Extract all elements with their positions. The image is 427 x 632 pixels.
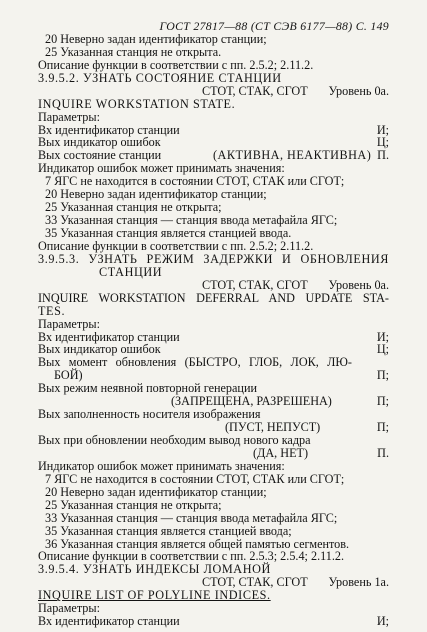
function-reference-line: Описание функции в соответствии с пп. 2.5.3; 2.5.4; 2.11.2. — [38, 549, 345, 564]
parameter-type: П; — [376, 394, 389, 409]
parameter-text: Вых состояние станции — [38, 148, 162, 163]
parameter-text: Вх идентификатор станции — [38, 329, 180, 344]
english-function-name-continued: TES. — [38, 303, 66, 318]
level-label: Уровень 0а. — [328, 277, 389, 292]
parameter-line: Вых заполненность носителя изображения — [38, 407, 261, 422]
error-indicator-intro: Индикатор ошибок может принимать значения: — [38, 458, 285, 473]
parameter-values: (ЗАПРЕЩЕНА, РАЗРЕШЕНА) — [171, 394, 332, 409]
error-code-line: 25 Указанная станция не открыта. — [45, 44, 222, 59]
parameter-type: П; — [376, 420, 389, 435]
error-code-line: 7 ЯГС не находится в состоянии СТОТ, СТАК или СГОТ; — [45, 174, 345, 189]
error-indicator-intro: Индикатор ошибок может принимать значения: — [38, 161, 285, 176]
parameter-type: И; — [376, 614, 389, 629]
error-code-line: 20 Неверно задан идентификатор станции; — [45, 31, 267, 46]
states-level-line — [37, 279, 389, 292]
parameter-type: П. — [377, 445, 389, 460]
parameter-line — [37, 615, 389, 628]
parameter-type: П; — [376, 368, 389, 383]
parameters-label: Параметры: — [38, 109, 100, 124]
parameter-text: Вых индикатор ошибок — [38, 135, 161, 150]
level-label: Уровень 1а. — [328, 575, 389, 590]
error-code-line: 35 Указанная станция является станцией ввода. — [45, 226, 292, 240]
parameter-line: Вых при обновлении необходим вывод нового кадра — [38, 433, 311, 447]
allowed-states: СТОТ, СТАК, СГОТ — [202, 277, 308, 292]
section-heading-continued: СТАНЦИИ — [99, 264, 163, 279]
parameter-values: (АКТИВНА, НЕАКТИВНА) — [213, 148, 372, 163]
error-code-line: 36 Указанная станция является общей памятью сегментов. — [45, 536, 350, 551]
parameter-text: Вых индикатор ошибок — [38, 342, 161, 357]
parameter-type: П. — [377, 148, 389, 163]
error-code-line: 25 Указанная станция не открыта; — [45, 200, 222, 215]
error-code-line: 20 Неверно задан идентификатор станции; — [45, 484, 267, 499]
parameter-values: (ПУСТ, НЕПУСТ) — [225, 420, 321, 435]
error-code-line: 33 Указанная станция — станция ввода метафайла ЯГС; — [45, 510, 338, 525]
parameter-type: Ц; — [376, 135, 389, 150]
english-function-name: INQUIRE WORKSTATION DEFERRAL AND UPDATE STA- — [38, 290, 389, 305]
error-code-line: 35 Указанная станция является станцией ввода; — [45, 523, 292, 538]
section-heading: 3.9.5.2. УЗНАТЬ СОСТОЯНИЕ СТАНЦИИ — [38, 70, 282, 85]
parameter-values-line — [37, 447, 389, 460]
english-function-name: INQUIRE LIST OF POLYLINE INDICES. — [38, 588, 271, 603]
parameter-type: И; — [376, 122, 389, 137]
error-code-line: 7 ЯГС не находится в состоянии СТОТ, СТАК или СГОТ; — [45, 471, 345, 486]
parameter-type: И; — [376, 329, 389, 344]
function-reference-line: Описание функции в соответствии с пп. 2.5.2; 2.11.2. — [38, 238, 314, 253]
parameter-type: Ц; — [376, 342, 389, 357]
allowed-states: СТОТ, СТАК, СГОТ — [202, 83, 308, 98]
parameter-text: Вх идентификатор станции — [38, 614, 180, 629]
section-heading: 3.9.5.4. УЗНАТЬ ИНДЕКСЫ ЛОМАНОЙ — [38, 562, 271, 577]
allowed-states: СТОТ, СТАК, СГОТ — [202, 575, 308, 590]
parameter-line: Вых момент обновления (БЫСТРО, ГЛОБ, ЛОК, ЛЮ- — [38, 355, 352, 370]
error-code-line: 33 Указанная станция — станция ввода метафайла ЯГС; — [45, 213, 338, 228]
running-header: ГОСТ 27817—88 (СТ СЭВ 6177—88) С. 149 — [159, 19, 389, 33]
parameters-label: Параметры: — [38, 316, 100, 331]
english-function-name: INQUIRE WORKSTATION STATE. — [38, 96, 236, 111]
error-code-line: 20 Неверно задан идентификатор станции; — [45, 187, 267, 202]
parameters-label: Параметры: — [38, 601, 100, 616]
error-code-line: 25 Указанная станция не открыта; — [45, 497, 222, 512]
function-reference-line: Описание функции в соответствии с пп. 2.5.2; 2.11.2. — [38, 57, 314, 72]
parameter-text: Вх идентификатор станции — [38, 122, 180, 137]
parameter-values: (ДА, НЕТ) — [253, 445, 309, 460]
parameter-text: БОЙ) — [54, 368, 83, 383]
states-level-line — [37, 85, 389, 98]
parameter-line: Вых режим неявной повторной генерации — [38, 381, 257, 396]
section-heading: 3.9.5.3. УЗНАТЬ РЕЖИМ ЗАДЕРЖКИ И ОБНОВЛЕНИЯ — [38, 251, 389, 266]
level-label: Уровень 0а. — [328, 83, 389, 98]
